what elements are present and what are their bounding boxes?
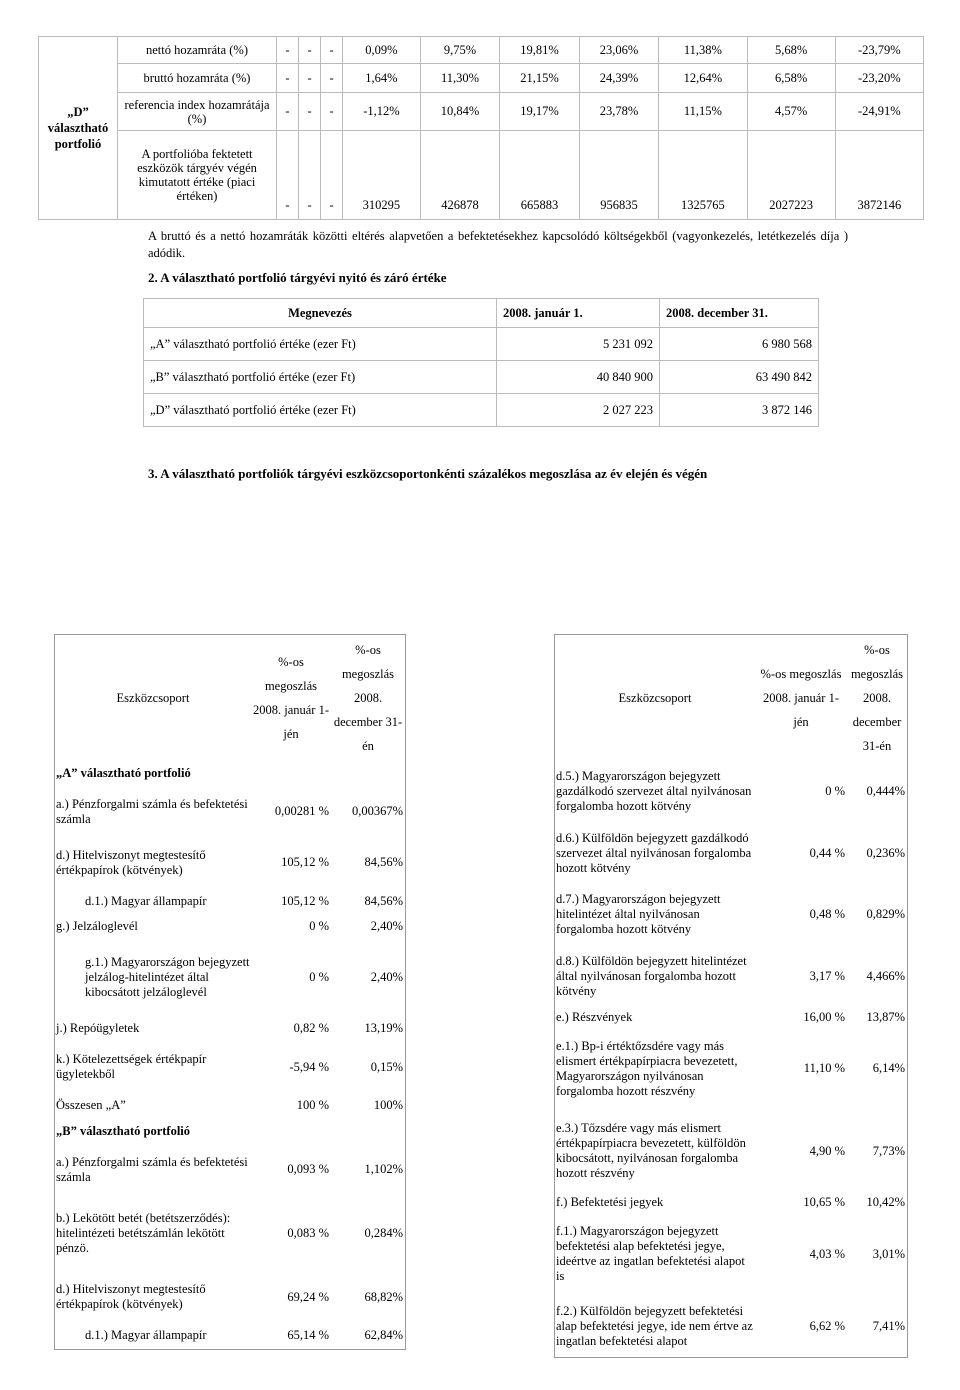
asset-category: g.1.) Magyarországon bejegyzett jelzálog-hitelintézet által kibocsátott jelzáloglevél xyxy=(85,955,250,1000)
asset-category: b.) Lekötött betét (betétszerződés): hitelintézeti betétszámlán lekötött pénzö. xyxy=(56,1210,231,1255)
pct-end: 68,82% xyxy=(364,1289,403,1304)
row-label: nettó hozamráta (%) xyxy=(118,37,277,64)
header-start: %-os megoszlás 2008. január 1-jén xyxy=(252,654,330,741)
table-row xyxy=(55,939,406,1016)
cell: 21,15% xyxy=(500,64,580,93)
cell: - xyxy=(299,64,321,93)
asset-category: f.1.) Magyarországon bejegyzett befektetési alap befektetési jegye, ideértve az ingatlan befektetési alapot is xyxy=(556,1224,745,1283)
table-row xyxy=(55,1042,406,1093)
cell: -23,20% xyxy=(835,64,923,93)
asset-table-left xyxy=(54,634,406,1350)
cell: - xyxy=(277,64,299,93)
cell: 4,57% xyxy=(747,93,835,131)
asset-category: d.) Hitelviszonyt megtestesítő értékpapírok (kötvények) xyxy=(56,847,206,877)
cell: 12,64% xyxy=(659,64,747,93)
pct-start: 0 % xyxy=(825,783,845,798)
pct-end: 100% xyxy=(373,1098,403,1113)
asset-category: k.) Kötelezettségek értékpapír ügyletekből xyxy=(56,1052,207,1082)
pct-start: 10,65 % xyxy=(803,1195,845,1210)
pct-end: 62,84% xyxy=(364,1328,403,1343)
table-row xyxy=(55,888,406,914)
pct-start: 0,00281 % xyxy=(274,804,329,819)
cell: 9,75% xyxy=(420,37,500,64)
table-row xyxy=(55,837,406,888)
cell: - xyxy=(299,93,321,131)
asset-category: d.) Hitelviszonyt megtestesítő értékpapírok (kötvények) xyxy=(56,1282,206,1312)
table-row xyxy=(55,914,406,940)
pct-start: 0,093 % xyxy=(287,1162,329,1177)
table-row xyxy=(555,1213,908,1295)
cell: 19,81% xyxy=(500,37,580,64)
pct-end: 84,56% xyxy=(364,855,403,870)
asset-category: e.1.) Bp-i értéktőzsdére vagy más elismert értékpapírpiacra bevezetett, Magyarországon nyilvánosan forgalomba hozott részvény xyxy=(556,1038,738,1098)
asset-category: j.) Repóügyletek xyxy=(56,1021,140,1036)
cell: 11,30% xyxy=(420,64,500,93)
cell: -24,91% xyxy=(835,93,923,131)
asset-category: e.) Részvények xyxy=(556,1010,633,1025)
pct-end: 1,102% xyxy=(364,1162,403,1177)
column-header: 2008. december 31. xyxy=(660,299,819,328)
asset-category: d.7.) Magyarországon bejegyzett hitelintézet által nyilvánosan forgalomba hozott kötvény xyxy=(556,892,721,937)
value-end: 63 490 842 xyxy=(660,361,819,394)
cell: 1325765 xyxy=(659,131,747,220)
row-name: „A” választható portfolió értéke (ezer Ft) xyxy=(144,328,497,361)
value-end: 6 980 568 xyxy=(660,328,819,361)
cell: 426878 xyxy=(420,131,500,220)
pct-start: 0,82 % xyxy=(293,1021,329,1036)
asset-category: g.) Jelzáloglevél xyxy=(56,919,138,934)
cell: 665883 xyxy=(500,131,580,220)
table-row xyxy=(555,946,908,1008)
cell: - xyxy=(321,64,343,93)
pct-end: 0,444% xyxy=(866,783,905,798)
portfolio-value-table xyxy=(143,298,819,427)
pct-start: 11,10 % xyxy=(803,1061,845,1076)
cell: 310295 xyxy=(343,131,421,220)
table-row xyxy=(55,1272,406,1323)
cell: 23,06% xyxy=(579,37,659,64)
cell: 11,15% xyxy=(659,93,747,131)
asset-category: a.) Pénzforgalmi számla és befektetési számla xyxy=(56,1154,248,1184)
table-row xyxy=(555,1192,908,1213)
cell: - xyxy=(321,37,343,64)
pct-start: 0,083 % xyxy=(287,1225,329,1240)
table-row xyxy=(555,1007,908,1028)
asset-category: e.3.) Tőzsdére vagy más elismert értékpapírpiacra bevezetett, külföldön kibocsátott, nyilvánosan forgalomba hozott részvény xyxy=(556,1121,746,1181)
value-start: 2 027 223 xyxy=(497,394,660,427)
pct-start: 3,17 % xyxy=(809,968,845,983)
pct-start: 4,90 % xyxy=(809,1143,845,1158)
row-name: „B” választható portfolió értéke (ezer Ft) xyxy=(144,361,497,394)
pct-end: 4,466% xyxy=(866,968,905,983)
cell: -23,79% xyxy=(835,37,923,64)
pct-end: 7,41% xyxy=(872,1318,905,1333)
cell: 19,17% xyxy=(500,93,580,131)
note-paragraph: A bruttó és a nettó hozamráták közötti eltérés alapvetően a befektetésekhez kapcsolódó költségekből (vagyonkezelés, letétkezelés díja ) adódik. xyxy=(148,229,848,260)
asset-category: a.) Pénzforgalmi számla és befektetési számla xyxy=(56,796,248,826)
cell: 10,84% xyxy=(420,93,500,131)
pct-end: 6,14% xyxy=(872,1061,905,1076)
pct-start: 0 % xyxy=(309,970,329,985)
pct-start xyxy=(251,1118,331,1144)
pct-end xyxy=(331,761,406,787)
pct-start: 4,03 % xyxy=(809,1246,845,1261)
row-label: A portfolióba fektetett eszközök tárgyév végén kimutatott értéke (piaci értéken) xyxy=(118,131,277,220)
asset-category: d.5.) Magyarországon bejegyzett gazdálkodó szervezet által nyilvánosan forgalomba hozott kötvény xyxy=(556,768,752,813)
pct-start: 0,44 % xyxy=(809,845,845,860)
asset-category: d.8.) Külföldön bejegyzett hitelintézet által nyilvánosan forgalomba hozott kötvény xyxy=(556,953,747,998)
pct-end: 0,829% xyxy=(866,907,905,922)
column-header: Megnevezés xyxy=(144,299,497,328)
value-start: 5 231 092 xyxy=(497,328,660,361)
table-row xyxy=(555,761,908,823)
asset-category: „A” választható portfolió xyxy=(56,765,191,780)
table-row xyxy=(555,1295,908,1357)
pct-start: 69,24 % xyxy=(287,1289,329,1304)
asset-table-right xyxy=(554,634,908,1358)
pct-end: 3,01% xyxy=(872,1246,905,1261)
header-start: %-os megoszlás 2008. január 1-jén xyxy=(760,666,842,729)
row-label: referencia index hozamrátája (%) xyxy=(118,93,277,131)
pct-start: 100 % xyxy=(296,1098,329,1113)
pct-end: 7,73% xyxy=(872,1143,905,1158)
asset-category: d.1.) Magyar állampapír xyxy=(85,893,207,908)
cell: - xyxy=(277,37,299,64)
pct-end: 0,00367% xyxy=(351,804,403,819)
pct-end: 13,19% xyxy=(364,1021,403,1036)
pct-start: 105,12 % xyxy=(281,855,329,870)
asset-category: f.) Befektetési jegyek xyxy=(556,1195,664,1210)
table-row xyxy=(55,786,406,837)
value-end: 3 872 146 xyxy=(660,394,819,427)
portfolio-group-label: „D” választható portfolió xyxy=(39,37,118,220)
asset-table-left-body xyxy=(55,761,406,1350)
pct-end: 0,284% xyxy=(364,1225,403,1240)
asset-category: „B” választható portfolió xyxy=(56,1123,191,1138)
header-end: %-os megoszlás 2008. december 31-én xyxy=(333,642,403,753)
table-row xyxy=(555,884,908,946)
table-row xyxy=(55,1118,406,1144)
table-row xyxy=(555,1110,908,1192)
header-group: Eszközcsoport xyxy=(116,690,190,705)
cell: 24,39% xyxy=(579,64,659,93)
table-row xyxy=(55,1323,406,1350)
section-2-title: 2. A választható portfolió tárgyévi nyitó és záró értéke xyxy=(148,270,447,285)
row-name: „D” választható portfolió értéke (ezer Ft) xyxy=(144,394,497,427)
pct-end: 2,40% xyxy=(370,919,403,934)
row-label: bruttó hozamráta (%) xyxy=(118,64,277,93)
cell: - xyxy=(299,131,321,220)
cell: -1,12% xyxy=(343,93,421,131)
header-end: %-os megoszlás 2008. december 31-én xyxy=(850,642,904,753)
pct-start: 0 % xyxy=(309,919,329,934)
cell: - xyxy=(321,131,343,220)
table-row xyxy=(55,1016,406,1042)
cell: 0,09% xyxy=(343,37,421,64)
pct-end: 2,40% xyxy=(370,970,403,985)
table-row xyxy=(55,1144,406,1195)
asset-category: d.6.) Külföldön bejegyzett gazdálkodó szervezet által nyilvánosan forgalomba hozott kötvény xyxy=(556,830,752,875)
cell: 956835 xyxy=(579,131,659,220)
table-row xyxy=(555,822,908,884)
table-row xyxy=(55,1093,406,1119)
pct-end: 84,56% xyxy=(364,893,403,908)
asset-category: f.2.) Külföldön bejegyzett befektetési alap befektetési jegye, ide nem értve az ingatlan befektetési alapot xyxy=(556,1303,753,1348)
asset-table-right-body xyxy=(555,761,908,1358)
pct-start: 0,48 % xyxy=(809,907,845,922)
pct-end: 13,87% xyxy=(866,1010,905,1025)
pct-end: 0,15% xyxy=(370,1059,403,1074)
cell: - xyxy=(277,93,299,131)
header-group: Eszközcsoport xyxy=(618,690,692,705)
cell: 23,78% xyxy=(579,93,659,131)
cell: 11,38% xyxy=(659,37,747,64)
pct-end xyxy=(331,1118,406,1144)
pct-end: 0,236% xyxy=(866,845,905,860)
cell: - xyxy=(299,37,321,64)
asset-category: d.1.) Magyar állampapír xyxy=(85,1328,207,1343)
table-row xyxy=(55,761,406,787)
pct-start xyxy=(251,761,331,787)
pct-start: 16,00 % xyxy=(803,1010,845,1025)
table-row xyxy=(55,1195,406,1272)
cell: - xyxy=(321,93,343,131)
value-start: 40 840 900 xyxy=(497,361,660,394)
pct-start: 65,14 % xyxy=(287,1328,329,1343)
performance-table xyxy=(38,36,924,220)
section-3-title: 3. A választható portfoliók tárgyévi eszközcsoportonkénti százalékos megoszlása az év elején és végén xyxy=(148,466,708,481)
cell: 1,64% xyxy=(343,64,421,93)
cell: 6,58% xyxy=(747,64,835,93)
pct-start: 6,62 % xyxy=(809,1318,845,1333)
table-row xyxy=(555,1028,908,1110)
cell: 3872146 xyxy=(835,131,923,220)
cell: 5,68% xyxy=(747,37,835,64)
pct-start: -5,94 % xyxy=(289,1059,329,1074)
column-header: 2008. január 1. xyxy=(497,299,660,328)
cell: 2027223 xyxy=(747,131,835,220)
pct-start: 105,12 % xyxy=(281,893,329,908)
cell: - xyxy=(277,131,299,220)
asset-category: Összesen „A” xyxy=(56,1098,126,1113)
pct-end: 10,42% xyxy=(866,1195,905,1210)
